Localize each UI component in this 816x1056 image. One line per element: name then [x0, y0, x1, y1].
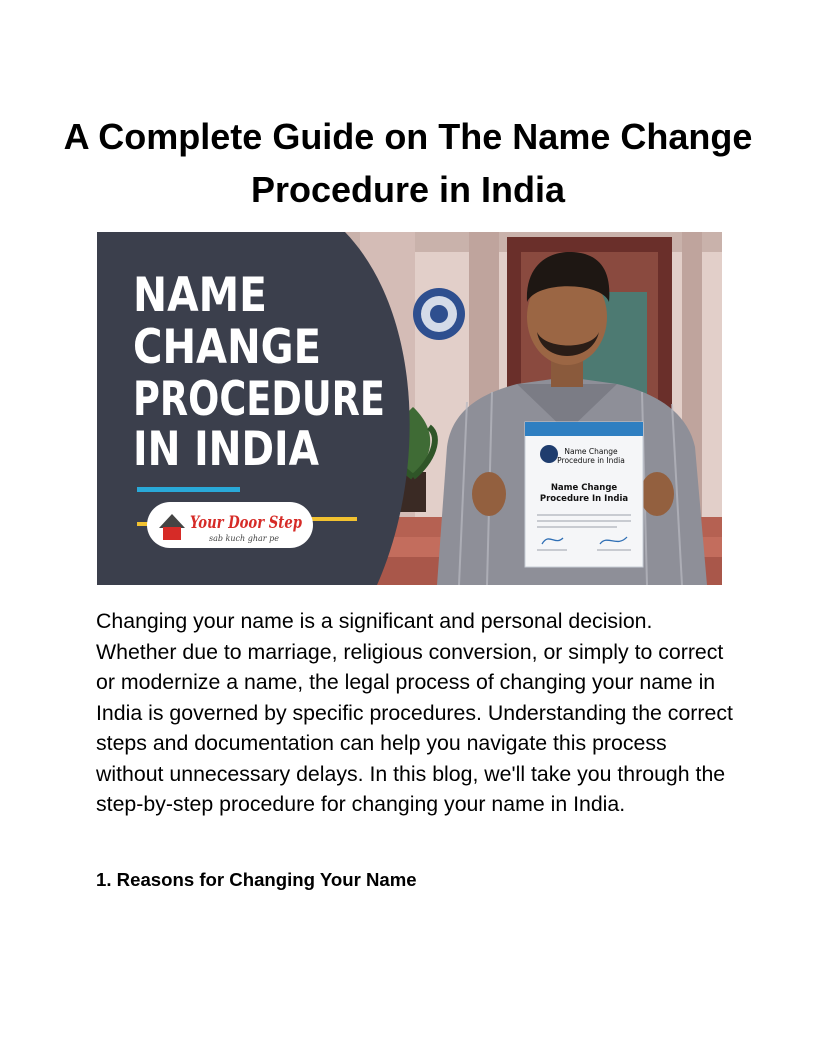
svg-text:PROCEDURE: PROCEDURE [133, 372, 385, 427]
section-heading: 1. Reasons for Changing Your Name [96, 869, 417, 890]
svg-text:IN INDIA: IN INDIA [133, 422, 320, 477]
svg-text:Your Door Step: Your Door Step [190, 513, 303, 533]
page-title: A Complete Guide on The Name Change Procedure in India [63, 116, 753, 210]
svg-text:sab kuch ghar pe: sab kuch ghar pe [209, 534, 279, 543]
intro-paragraph: Changing your name is a significant and personal decision. Whether due to marriage, religious conversion, or simply to correct or modernize a name, the legal process of changing your name in India is governed by specific procedures. Understanding the correct steps and documentation can help you navigate this process without unnecessary delays. In this blog, we'll take you through the step-by-step procedure for changing your name in India. [96, 609, 733, 816]
svg-text:Procedure in India: Procedure in India [557, 456, 625, 465]
svg-text:Name Change: Name Change [550, 483, 618, 493]
svg-text:Name Change: Name Change [564, 447, 618, 456]
hero-banner-image [97, 232, 722, 585]
svg-text:NAME: NAME [133, 268, 267, 323]
svg-text:CHANGE: CHANGE [133, 320, 321, 375]
svg-text:Procedure In India: Procedure In India [539, 494, 629, 504]
